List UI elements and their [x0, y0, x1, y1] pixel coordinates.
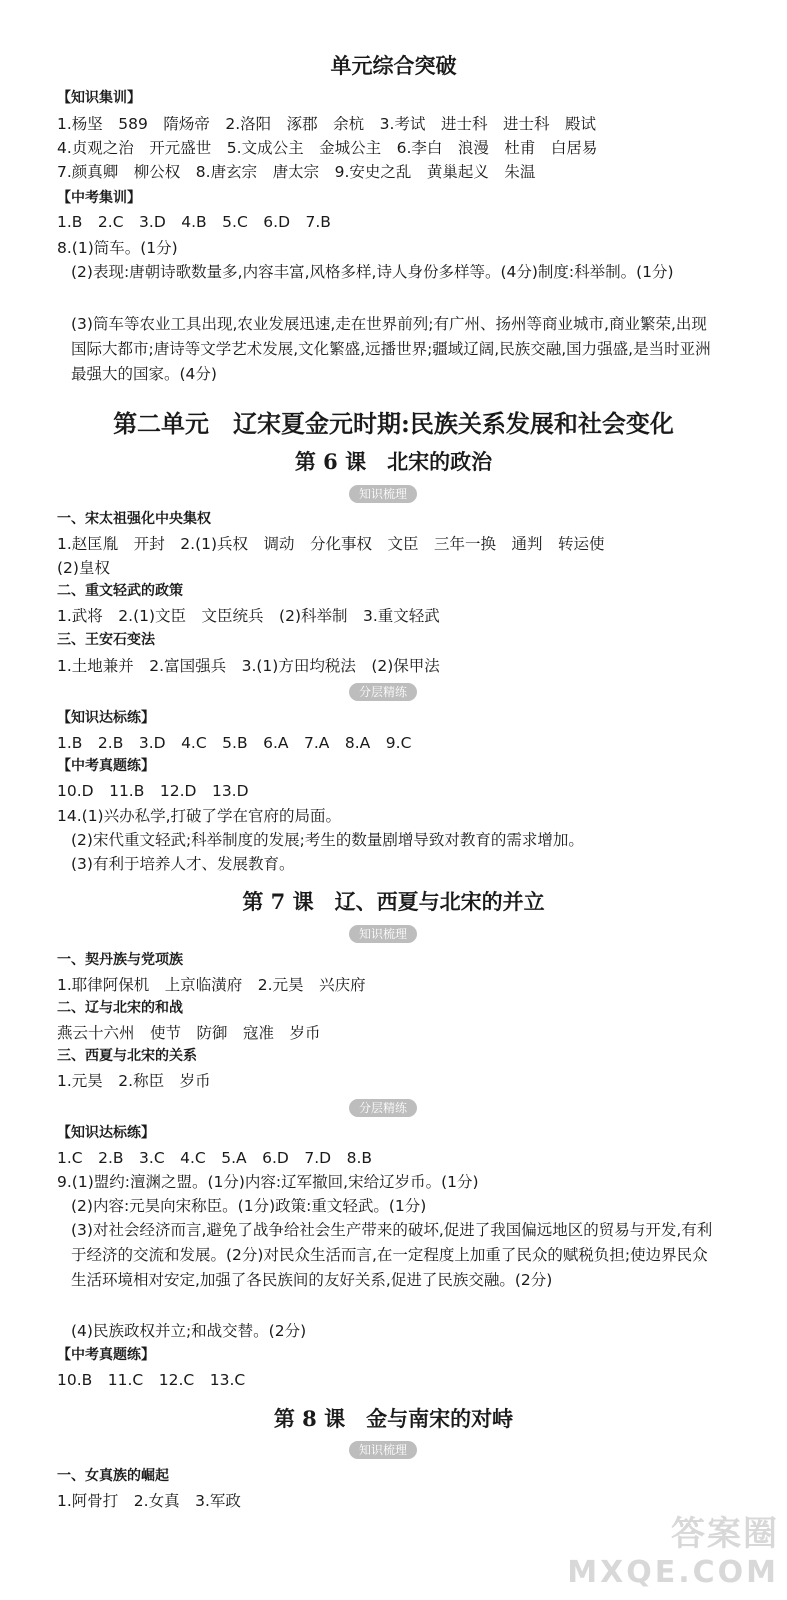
answer-line: 10.D 11.B 12.D 13.D: [57, 782, 249, 800]
answer-line: 燕云十六州 使节 防御 寇准 岁币: [57, 1024, 321, 1042]
watermark: [567, 1506, 779, 1590]
section-heading: 一、契丹族与党项族: [57, 952, 183, 968]
question-8-part-3: (3)筒车等农业工具出现,农业发展迅速,走在世界前列;有广州、扬州等商业城市,商业繁荣,出现国际大都市;唐诗等文学艺术发展,文化繁盛,远播世界;疆域辽阔,民族交融,国力强盛,是当时亚洲最强大的国家。(4分): [71, 315, 711, 383]
lesson-6-title: 第 6 课 北宋的政治: [294, 449, 493, 474]
answer-line: 10.B 11.C 12.C 13.C: [57, 1371, 246, 1389]
answer-line: 1.B 2.C 3.D 4.B 5.C 6.D 7.B: [57, 213, 331, 231]
subheading-real-exam: 【中考真题练】: [57, 758, 155, 774]
answer-line: 1.阿骨打 2.女真 3.军政: [57, 1492, 241, 1510]
question-8-part-1: 8.(1)筒车。(1分): [57, 239, 178, 257]
answer-line: 4.贞观之治 开元盛世 5.文成公主 金城公主 6.李白 浪漫 杜甫 白居易: [57, 139, 598, 157]
answer-line: 1.武将 2.(1)文臣 文臣统兵 (2)科举制 3.重文轻武: [57, 607, 440, 625]
question-9-part-1: 9.(1)盟约:澶渊之盟。(1分)内容:辽军撤回,宋给辽岁币。(1分): [57, 1173, 479, 1191]
subheading-real-exam: 【中考真题练】: [57, 1347, 155, 1363]
section-heading: 二、辽与北宋的和战: [57, 1000, 183, 1016]
subheading-drill: 【知识达标练】: [57, 710, 155, 726]
layered-practice-tag: 分层精练: [349, 1099, 417, 1117]
answer-line: 1.耶律阿保机 上京临潢府 2.元昊 兴庆府: [57, 976, 366, 994]
subheading-exam: 【中考集训】: [57, 190, 141, 206]
knowledge-answers: [57, 112, 597, 184]
knowledge-review-tag: 知识梳理: [349, 1441, 417, 1459]
subheading-drill: 【知识达标练】: [57, 1125, 155, 1141]
subheading-knowledge: 【知识集训】: [57, 90, 141, 106]
question-14: [57, 804, 584, 876]
answer-line: (3)有利于培养人才、发展教育。: [71, 855, 295, 873]
answer-line: 1.元昊 2.称臣 岁币: [57, 1072, 211, 1090]
question-9-part-2: (2)内容:元昊向宋称臣。(1分)政策:重文轻武。(1分): [71, 1197, 427, 1215]
layered-practice-tag: 分层精练: [349, 683, 417, 701]
answer-line: 1.B 2.B 3.D 4.C 5.B 6.A 7.A 8.A 9.C: [57, 734, 412, 752]
section-answers: [57, 532, 605, 580]
answer-line: (2)皇权: [57, 559, 110, 577]
answer-line: 1.土地兼并 2.富国强兵 3.(1)方田均税法 (2)保甲法: [57, 657, 440, 675]
knowledge-review-tag: 知识梳理: [349, 925, 417, 943]
lesson-8-title: 第 8 课 金与南宋的对峙: [273, 1406, 514, 1431]
section-heading: 二、重文轻武的政策: [57, 583, 183, 599]
answer-line: 1.赵匡胤 开封 2.(1)兵权 调动 分化事权 文臣 三年一换 通判 转运使: [57, 535, 605, 553]
section-heading: 三、王安石变法: [57, 632, 155, 648]
section-heading: 一、宋太祖强化中央集权: [57, 511, 211, 527]
question-8-part-2: (2)表现:唐朝诗歌数量多,内容丰富,风格多样,诗人身份多样等。(4分)制度:科举制。(1分): [71, 263, 674, 281]
watermark-domain: MXQE.COM: [567, 1555, 779, 1590]
unit-title: 第二单元 辽宋夏金元时期:民族关系发展和社会变化: [113, 409, 674, 438]
answer-line: (2)宋代重文轻武;科举制度的发展;考生的数量剧增导致对教育的需求增加。: [71, 831, 584, 849]
lesson-7-title: 第 7 课 辽、西夏与北宋的并立: [242, 889, 545, 914]
answer-line: 7.颜真卿 柳公权 8.唐玄宗 唐太宗 9.安史之乱 黄巢起义 朱温: [57, 163, 536, 181]
answer-line: 1.C 2.B 3.C 4.C 5.A 6.D 7.D 8.B: [57, 1149, 373, 1167]
section-heading: 三、西夏与北宋的关系: [57, 1048, 197, 1064]
knowledge-review-tag: 知识梳理: [349, 485, 417, 503]
question-9-part-3: (3)对社会经济而言,避免了战争给社会生产带来的破坏,促进了我国偏远地区的贸易与开发,有利于经济的交流和发展。(2分)对民众生活而言,在一定程度上加重了民众的赋税负担;使边界民众生活环境相对安定,加强了各民族间的友好关系,促进了民族交融。(2分): [71, 1221, 713, 1289]
section-heading: 一、女真族的崛起: [57, 1468, 169, 1484]
answer-line: 14.(1)兴办私学,打破了学在官府的局面。: [57, 807, 342, 825]
watermark-logo-text: 答案圈: [671, 1514, 779, 1554]
question-9-part-4: (4)民族政权并立;和战交替。(2分): [71, 1322, 307, 1340]
section-title: 单元综合突破: [330, 53, 457, 78]
answer-line: 1.杨坚 589 隋炀帝 2.洛阳 涿郡 余杭 3.考试 进士科 进士科 殿试: [57, 115, 596, 133]
